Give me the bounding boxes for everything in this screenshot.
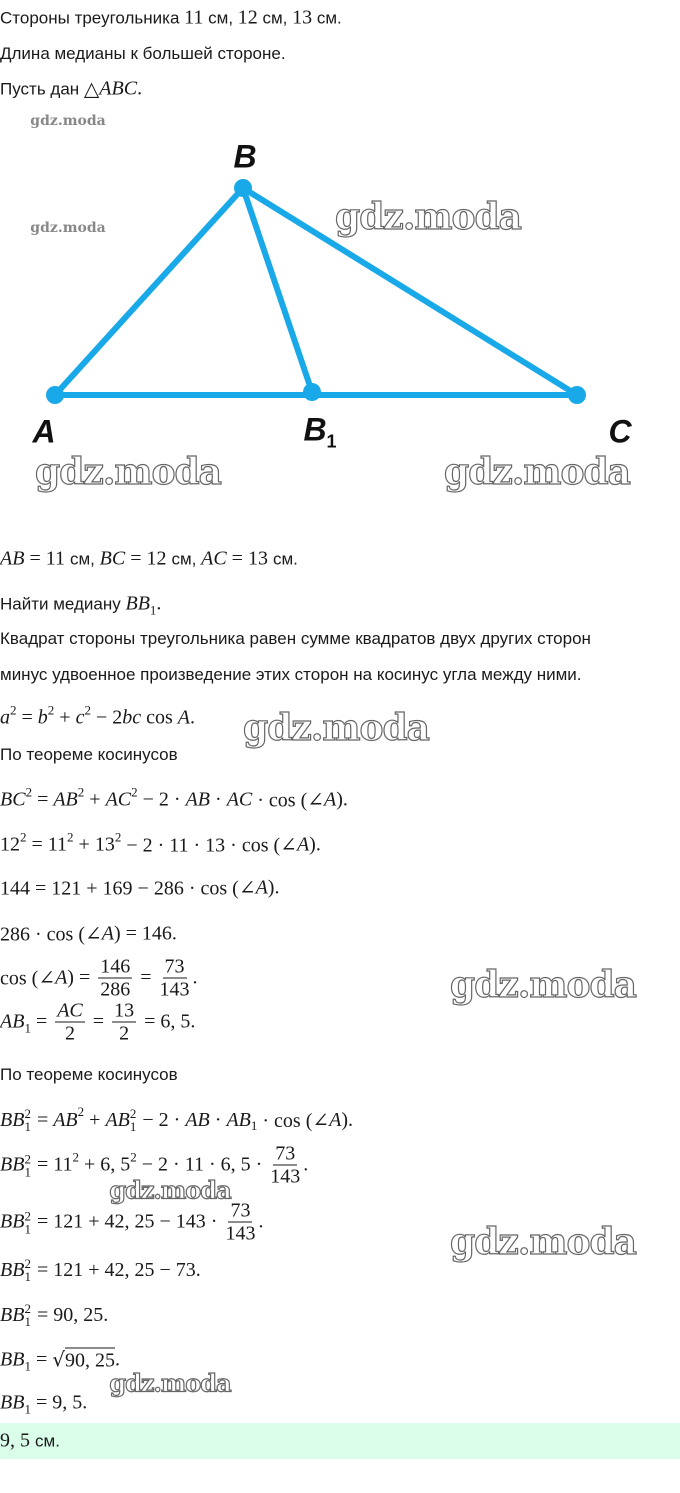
math-variable: A [177,706,191,729]
superscript: 2 [24,1301,31,1316]
text: минус удвоенное произведение этих сторон на косинус угла между ними. [0,665,582,684]
given-triangle [0,77,142,102]
math-variable: A [329,1108,342,1131]
math-text: = [30,1010,53,1033]
ab1-value [0,1000,195,1045]
text: Длина медианы к большей стороне. [0,44,286,63]
equation-line [0,876,279,901]
math-text: + 13 [73,833,115,856]
denominator: 286 [100,978,131,1001]
equation-line [0,922,177,947]
point-b1 [303,383,321,401]
superscript-subscript [24,1302,31,1328]
math-text: 9, 5 [0,1429,35,1452]
watermark: gdz.moda [335,196,521,238]
math-variable: A [55,966,68,989]
watermark: gdz.moda [450,1221,636,1263]
watermark: gdz.moda [35,451,221,493]
math-text: + 6, 5 [78,1153,131,1176]
math-text: 12 [237,6,258,29]
math-variable: BB [0,1108,25,1131]
subscript: 1 [24,1314,31,1329]
math-variable: A [324,788,337,811]
math-variable: BB [0,1258,25,1281]
equation-line [0,784,348,813]
math-text: = [32,788,54,811]
math-text: = [87,1010,110,1033]
median-result [0,1392,87,1415]
math-variable: BB [0,1153,25,1176]
superscript: 2 [25,784,33,799]
text: Стороны треугольника [0,8,185,27]
problem-question [0,44,286,64]
fraction [112,1000,136,1045]
math-text: ) = [67,966,96,989]
fraction [225,1200,255,1245]
superscript: 2 [67,829,74,844]
superscript: 2 [20,829,27,844]
denominator: 143 [159,978,190,1001]
math-text: 11 [184,6,204,29]
text: Квадрат стороны треугольника равен сумме квадратов двух других сторон [0,629,591,648]
math-text: cos (∠ [0,967,56,990]
math-variable: bc [122,706,142,729]
math-text: = 90, 25. [31,1303,109,1326]
square-root [52,1348,115,1373]
math-text: − 2 · 11 · 6, 5 · [136,1153,268,1176]
numerator: 146 [100,955,131,978]
math-text: 13 [292,6,313,29]
label-b1 [303,411,336,452]
math-text: = [31,1108,54,1131]
problem-statement [0,7,342,30]
math-text: + [84,1108,106,1131]
point-b [234,179,252,197]
equation-line [0,1104,354,1134]
point-c [568,386,586,404]
math-text: = [16,706,38,729]
watermark: gdz.moda [30,220,106,236]
answer-text [0,1430,60,1453]
math-text: = 6, 5. [139,1010,196,1033]
subscript: 1 [149,602,157,617]
math-variable: BC [99,547,126,570]
superscript: 2 [114,829,122,844]
math-text: = [135,966,157,989]
numerator: 73 [275,1142,296,1165]
denominator: 143 [270,1165,301,1188]
math-text: = 11 [24,547,70,570]
numerator: 73 [230,1199,251,1222]
watermark: gdz.moda [109,1368,231,1398]
text: см, [171,549,202,568]
cosine-law-heading-2 [0,1065,178,1085]
equation-line [0,1348,120,1373]
denominator: 2 [65,1022,75,1045]
superscript-subscript [24,1152,31,1178]
math-text: = 11 [26,833,68,856]
math-variable: BB [125,592,150,615]
superscript-subscript [24,1257,31,1283]
math-text: · [209,1108,227,1131]
watermark: gdz.moda [109,1175,231,1205]
math-text: · cos (∠ [252,789,324,812]
math-variable: AB [0,1010,25,1033]
text: см, [257,8,293,27]
subscript: 1 [24,1119,31,1134]
cosine-law-text-1 [0,629,591,649]
math-text: ). [336,788,348,811]
superscript: 2 [24,1256,31,1271]
text: По теореме косинусов [0,745,178,764]
equation-line [0,1200,263,1245]
cosine-law-heading-1 [0,745,178,765]
fraction [270,1143,300,1188]
math-variable: A [255,876,268,899]
text: см. [272,549,298,568]
math-variable: c [75,706,85,729]
math-text: + [84,788,106,811]
text: см, [203,8,238,27]
math-text: + [54,706,76,729]
superscript: 2 [10,702,17,717]
math-text: ). [341,1108,354,1131]
math-text: ) = 146. [113,922,177,945]
math-variable: BB [0,1210,25,1233]
numerator: 13 [114,999,135,1022]
label-b1-letter: B [303,411,327,448]
numerator: AC [57,999,83,1022]
math-variable: BB [0,1391,25,1414]
point-a [46,386,64,404]
math-variable: ABC [99,77,138,100]
math-text: △ [83,78,100,101]
equation-line [0,1257,201,1283]
superscript: 2 [24,1208,31,1223]
numerator: 73 [164,955,185,978]
math-text: 286 · cos (∠ [0,923,102,946]
superscript-subscript [24,1107,31,1133]
watermark: gdz.moda [444,451,630,493]
math-text: = 9, 5. [30,1391,88,1414]
math-text: = 13 [226,547,273,570]
superscript: 2 [77,784,85,799]
math-text: − 2 · [137,788,186,811]
watermark: gdz.moda [243,707,429,749]
math-text: · [210,788,227,811]
math-text: − 2 · 11 · 13 · cos (∠ [121,834,297,857]
label-b: B [233,138,257,175]
math-text: = 12 [125,547,172,570]
watermark: gdz.moda [450,964,636,1006]
math-text: . [156,592,162,615]
math-text: . [190,706,196,729]
text: Найти медиану [0,594,126,613]
median-bb1 [243,188,312,392]
math-text: . [137,77,143,100]
subscript: 1 [24,1164,31,1179]
math-text: . [303,1153,309,1176]
subscript: 1 [24,1358,31,1373]
radical-sign: √ [52,1347,65,1372]
math-variable: AB [185,788,211,811]
fraction [98,956,132,1001]
cos-a-value [0,956,198,1001]
math-variable: AC [105,788,132,811]
math-text: ). [309,833,321,856]
math-text: = [30,1348,53,1371]
math-variable: AB [185,1108,210,1131]
superscript: 2 [129,1106,137,1121]
math-variable: AB [53,788,78,811]
denominator: 143 [225,1222,256,1245]
math-text: . [258,1210,264,1233]
math-variable: b [37,706,48,729]
math-variable: AC [226,788,253,811]
math-text: = 11 [31,1153,73,1176]
label-c: C [608,413,632,450]
superscript-subscript [24,1209,31,1235]
text: см. [35,1431,60,1450]
math-variable: AC [201,547,227,570]
subscript: 1 [24,1221,31,1236]
math-text: 12 [0,833,20,856]
math-text: ). [267,876,280,899]
math-text: . [192,966,198,989]
math-text: 144 = 121 + 169 − 286 · cos (∠ [0,877,256,900]
math-variable: A [296,833,310,856]
find-median [0,593,161,616]
superscript: 2 [72,1149,79,1164]
superscript: 2 [84,702,91,717]
math-variable: AB [53,1108,78,1131]
watermark: gdz.moda [30,113,106,129]
math-text: cos [141,706,178,729]
text: см. [312,8,342,27]
math-text: − 2 [90,706,123,729]
math-variable: BC [0,788,26,811]
superscript: 2 [130,1149,137,1164]
math-text: . [114,1348,120,1371]
math-variable: AB [0,547,25,570]
text: По теореме косинусов [0,1065,178,1084]
math-text: − 2 · [137,1108,186,1131]
math-text: = 121 + 42, 25 − 73. [31,1258,201,1281]
text: см, [69,549,100,568]
given-sides [0,548,298,571]
label-b1-sub: 1 [326,431,337,452]
fraction [160,956,190,1001]
math-variable: AB [226,1108,251,1131]
cosine-law-formula [0,702,196,730]
subscript: 1 [250,1118,258,1133]
answer-highlight [0,1423,680,1459]
math-variable: a [0,706,10,729]
math-variable: BB [0,1348,25,1371]
superscript-subscript [130,1107,137,1133]
superscript: 2 [24,1106,31,1121]
math-variable: AB [105,1108,130,1131]
superscript: 2 [77,1104,85,1119]
superscript: 2 [131,784,138,799]
denominator: 2 [119,1022,130,1045]
superscript: 2 [24,1151,31,1166]
math-variable: BB [0,1303,25,1326]
subscript: 1 [24,1401,31,1416]
math-text: · cos (∠ [257,1109,330,1132]
equation-line [0,1302,108,1328]
subscript: 1 [24,1020,31,1035]
label-a: A [32,413,56,450]
subscript: 1 [24,1269,31,1284]
equation-line [0,1143,308,1188]
equation-line [0,829,321,858]
math-variable: A [101,922,114,945]
math-text: = 121 + 42, 25 − 143 · [31,1210,223,1233]
radicand: 90, 25 [64,1349,115,1372]
cosine-law-text-2 [0,665,582,685]
subscript: 1 [129,1119,137,1134]
fraction [55,1000,85,1045]
text: Пусть дан [0,79,84,98]
superscript: 2 [47,702,55,717]
